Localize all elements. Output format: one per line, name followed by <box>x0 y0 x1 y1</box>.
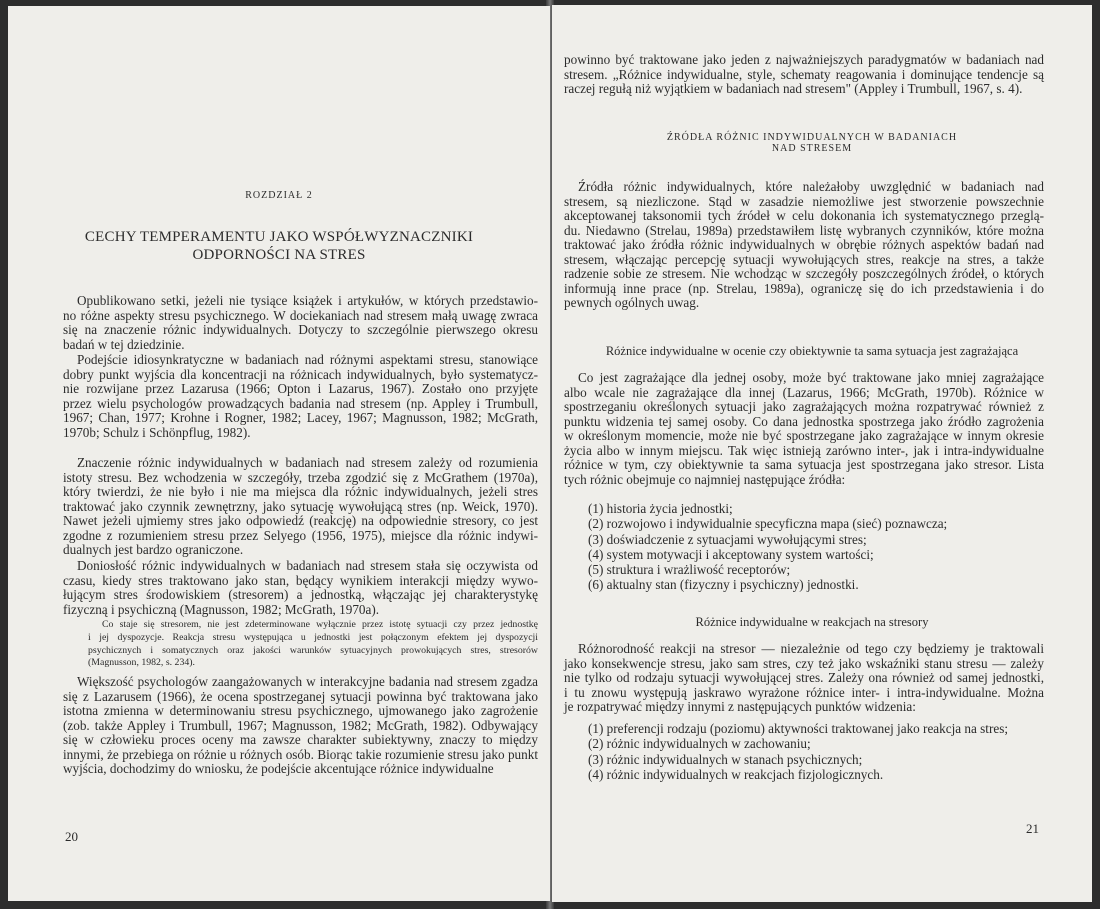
text-line: traktować jako czynnik zewnętrzny, jako sytuację wywołującą stres (np. Weick, 1970). <box>63 498 538 514</box>
text-line: nie rozwijane przez Lazarusa (1966; Opton i Lazarus, 1967). Zostało ono przyjęte <box>63 381 538 397</box>
text-line: Co jest zagrażające dla jednej osoby, może być traktowane jako mniej zagrażające <box>578 370 1044 385</box>
paragraph-threat-perception <box>564 371 1044 487</box>
text-line: się w człowieku proces oceny ma zawsze charakter subiektywny, znaczy to między <box>63 732 538 748</box>
chapter-title: CECHY TEMPERAMENTU JAKO WSPÓŁWYZNACZNIKI ODPORNOŚCI NA STRES <box>84 229 474 263</box>
text-line: informują inne prace (np. Strelau, 1989a), ograniczę się do ich przedstawienia i do <box>564 280 1044 296</box>
list-item: (1) historia życia jednostki; <box>588 501 733 516</box>
text-line: traktować jako źródła różnic indywidualnych w obrębie różnych aspektów badań nad <box>564 237 1044 253</box>
text-line: tych różnic obejmuje co najmniej następujące źródła: <box>564 471 846 487</box>
list-sources <box>588 501 1044 593</box>
list-item: (6) aktualny stan (fizyczny i psychiczny) jednostki. <box>588 577 859 593</box>
text-line: życia albo w innym miejscu. Tak więc istnieją zarówno inter-, jak i intra-indywidualne <box>564 442 1044 458</box>
text-line: wyjścia, dochodzimy do wniosku, że podejście akcentujące różnice indywidualne <box>63 761 494 777</box>
paragraph-importance <box>63 456 538 558</box>
text-line: różnice w tym, czy obiektywnie ta sama sytuacja jest spostrzegana jako stresor. Lista <box>564 457 1044 473</box>
paragraph-reactions <box>564 642 1044 715</box>
text-line: w określonym momencie, może nie być spostrzegane jako zagrażające w innym okresie <box>564 428 1044 444</box>
text-line: Większość psychologów zaangażowanych w interakcyjne badania nad stresem zgadza <box>77 674 538 689</box>
text-line: (zob. także Appley i Trumbull, 1967; Magnusson, 1982; McGrath, 1982). Odbywający <box>63 717 538 733</box>
text-line: Podejście idiosynkratyczne w badaniach nad różnymi aspektami stresu, stanowiące <box>77 352 538 367</box>
list-item: (4) system motywacji i akceptowany system wartości; <box>588 546 874 562</box>
text-line: dualnych jest bardzo ograniczone. <box>63 542 244 558</box>
text-line: pewnych ogólnych uwag. <box>564 295 700 311</box>
page-number-right: 21 <box>1026 821 1039 836</box>
paragraph-sources <box>564 180 1044 311</box>
text-line: istotna zmienna w determinowaniu stresu psychicznego, ujmowanego jako zagrożenie <box>63 703 538 719</box>
page-number-left: 20 <box>65 829 78 844</box>
text-line: Znaczenie różnic indywidualnych w badaniach nad stresem zależy od rozumienia <box>77 455 538 470</box>
text-line: powinno być traktowane jako jeden z najważniejszych paradygmatów w badaniach nad <box>564 52 1044 67</box>
list-item: (5) struktura i wrażliwość receptorów; <box>588 562 791 578</box>
text-line: się z Lazarusem (1966), że ocena spostrzeganej sytuacji powinna być traktowana jako <box>63 688 538 704</box>
chapter-label: ROZDZIAŁ 2 <box>245 190 313 201</box>
list-item: (4) różnic indywidualnych w reakcjach fizjologicznych. <box>588 766 884 782</box>
text-line: stresem, włączając percepcję sytuacji wywołujących stres, reakcje na stres, a także <box>564 251 1044 267</box>
right-page <box>552 5 1092 902</box>
text-line: Źródła różnic indywidualnych, które należałoby uwzględnić w badaniach nad <box>578 179 1044 194</box>
text-line: jako konsekwencje stresu, jako sam stres, czy też jako wskaźniki stanu stresu — zależy <box>564 655 1044 671</box>
text-line: no różne aspekty stresu psychicznego. W dociekaniach nad stresem małą uwagę zwraca <box>63 307 538 323</box>
paragraph-idiosyncratic <box>63 353 538 440</box>
text-line: badań w tej dziedzinie. <box>63 336 185 352</box>
subheading-assessment: Różnice indywidualne w ocenie czy obiektywnie ta sama sytuacja jest zagrażająca <box>605 344 1019 358</box>
paragraph-assessment <box>63 675 538 777</box>
list-item: (3) różnic indywidualnych w stanach psychicznych; <box>588 751 863 767</box>
text-line: łującym stres środowiskiem (stresorem) a jednostką, włączając jej charakterystykę <box>63 587 538 603</box>
text-line: Różnorodność reakcji na stresor — niezależnie od tego czy będziemy je traktowali <box>578 641 1044 656</box>
text-line: stresem. „Różnice indywidualne, style, schematy reagowania i dominujące tendencje są <box>564 66 1044 82</box>
text-line: albo wcale nie zagrażające dla innej (Lazarus, 1966; McGrath, 1970b). Różnice w <box>564 384 1044 400</box>
subheading-reactions: Różnice indywidualne w reakcjach na stresory <box>695 615 929 629</box>
text-line: fizyczną i psychiczną (Magnusson, 1982; McGrath, 1970a). <box>63 601 380 617</box>
list-viewpoints <box>588 721 1044 782</box>
text-line: raczej regułą niż wyjątkiem w badaniach nad stresem" (Appley i Trumbull, 1967, s. 4). <box>564 81 1023 97</box>
text-line: nie tylko od rodzaju sytuacji wywołującej stres. Zależy ona również od samej jednostki, <box>564 670 1044 686</box>
text-line: innymi, że przebiega on różnie u różnych osób. Biorąc takie rozumienie stresu jako punkt <box>63 746 538 762</box>
text-line: Nawet jeżeli ujmiemy stres jako odpowiedź (reakcję) na odpowiednie stresory, co jest <box>63 513 538 529</box>
paragraph-interaction <box>63 559 538 617</box>
list-item: (2) różnic indywidualnych w zachowaniu; <box>588 736 811 752</box>
text-line: 1967; Chan, 1977; Krohne i Rogner, 1982; Lacey, 1967; Magnusson, 1982; McGrath, <box>63 410 538 426</box>
text-line: zgodne z rozumieniem stresu przez Selyego (1956, 1975), miejsce dla różnic indywi- <box>63 527 538 543</box>
text-line: czasu, kiedy stres traktowano jako stan, będący wynikiem interakcji między wywo- <box>63 572 538 588</box>
list-item: (2) rozwojowo i indywidualnie specyficzna mapa (sieć) poznawcza; <box>588 516 948 532</box>
text-line: radzenie sobie ze stresem. Nie wchodząc w szczegóły poszczególnych źródeł, o których <box>564 266 1044 282</box>
text-line: i tu znowu występują jaskrawo wyrażone różnice inter- i intra-indywidualne. Można <box>564 684 1044 700</box>
text-line: du. Niedawno (Strelau, 1989a) przedstawiłem listę wybranych czynników, które można <box>564 222 1044 238</box>
text-line: akceptowanej taksonomii tych źródeł w celu dokonania ich systematycznego przeglą- <box>564 208 1044 224</box>
text-line: Doniosłość różnic indywidualnych w badaniach nad stresem stała się oczywista od <box>77 558 538 573</box>
left-page <box>8 6 550 901</box>
list-item: (1) preferencji rodzaju (poziomu) aktywności traktowanej jako reakcja na stres; <box>588 721 1008 736</box>
text-line: psychicznych i somatycznych oraz jakości warunków sytuacyjnych prowokujących stres, stresorów <box>88 644 538 656</box>
text-line: spostrzeganiu określonych sytuacji jako zagrażających można rozpatrywać również z <box>564 399 1044 415</box>
text-line: się na znaczenie różnic indywidualnych. Dotyczy to szczególnie pierwszego okresu <box>63 322 538 338</box>
text-line: je rozpatrywać między innymi z następujących punktów widzenia: <box>564 699 916 715</box>
paragraph-intro <box>63 294 538 352</box>
text-line: dobry punkt wyjścia dla koncentracji na różnicach indywidualnych, było systematycz- <box>63 366 538 382</box>
list-item: (3) doświadczenie z sytuacjami wywołującymi stres; <box>588 531 867 547</box>
text-line: i jej dyspozycje. Reakcja stresu występująca u jednostki jest połączonym efektem jej dyspozycji <box>88 631 538 643</box>
text-line: przez wielu psychologów prowadzących badania nad stresem (np. Appley i Trumbull, <box>63 395 538 411</box>
text-line: który twierdzi, że nie było i nie ma miejsca dla różnic indywidualnych, jeżeli stres <box>63 484 538 500</box>
paragraph-continuation <box>564 53 1044 97</box>
text-line: istoty stresu. Bez wchodzenia w szczegóły, trzeba zgodzić się z McGrathem (1970a), <box>63 469 538 485</box>
section-heading: ŹRÓDŁA RÓŻNIC INDYWIDUALNYCH W BADANIACH NAD STRESEM <box>666 132 958 154</box>
block-quote <box>88 619 538 670</box>
text-line: punktu widzenia tej samej osoby. Co dana jednostka spostrzega jako źródło zagrożenia <box>564 413 1044 429</box>
text-line: 1970b; Schulz i Schönpflug, 1982). <box>63 424 251 440</box>
text-line: stresem, są niezliczone. Stąd w zasadzie niemożliwe jest stworzenie powszechnie <box>564 193 1044 209</box>
text-line: (Magnusson, 1982, s. 234). <box>88 657 195 669</box>
text-line: Opublikowano setki, jeżeli nie tysiące książek i artykułów, w których przedstawio- <box>77 293 538 308</box>
text-line: Co staje się stresorem, nie jest zdeterminowane wyłącznie przez istotę sytuacji czy przez jednostkę <box>102 619 538 630</box>
